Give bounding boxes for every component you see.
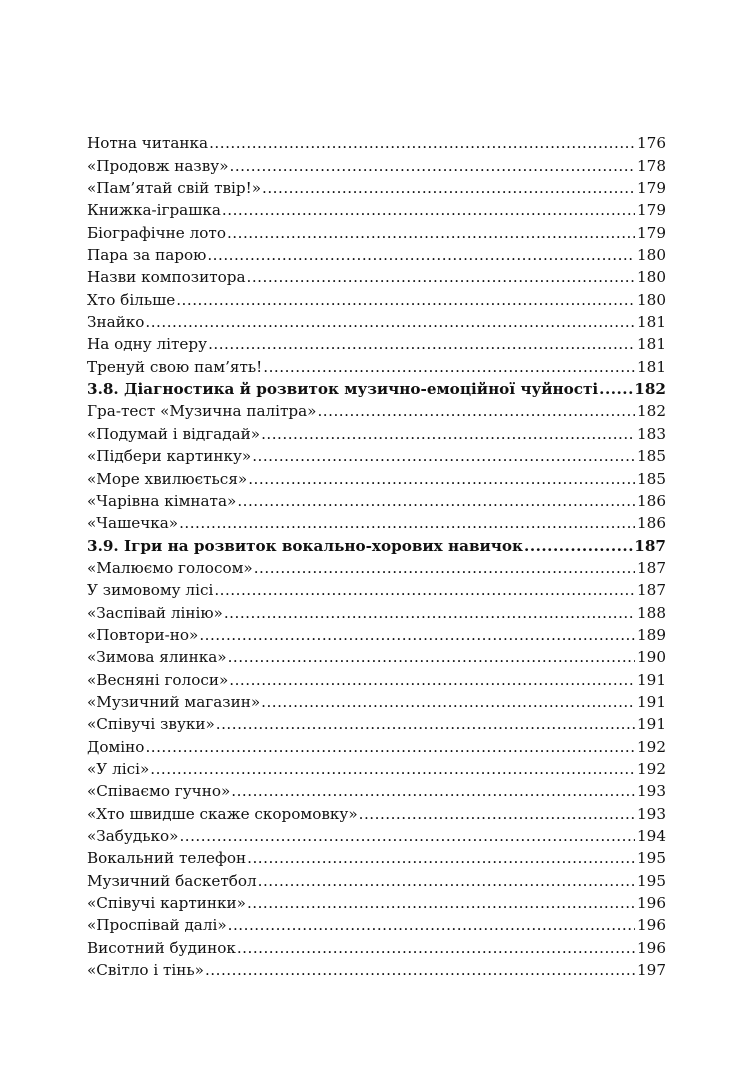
- toc-dot-leader: [359, 804, 635, 824]
- toc-entry: [87, 354, 666, 376]
- toc-page-number: 180: [637, 246, 666, 265]
- toc-dot-leader: [209, 133, 635, 153]
- toc-entry: [87, 466, 666, 488]
- toc-dot-leader: [248, 469, 635, 489]
- toc-entry: [87, 265, 666, 287]
- toc-entry: [87, 913, 666, 935]
- toc-dot-leader: [261, 424, 635, 444]
- toc-entry: [87, 757, 666, 779]
- toc-entry: [87, 444, 666, 466]
- toc-page-number: 181: [637, 335, 666, 354]
- toc-entry-title: «Музичний магазин»: [87, 692, 261, 711]
- toc-entry-title: Музичний баскетбол: [87, 871, 257, 890]
- toc-page-number: 195: [637, 871, 666, 890]
- toc-entry-title: «Подумай і відгадай»: [87, 424, 261, 443]
- toc-entry: [87, 801, 666, 823]
- toc-dot-leader: [263, 357, 635, 377]
- toc-page-number: 192: [637, 759, 666, 778]
- toc-entry: [87, 868, 666, 890]
- toc-entry-title: «Хто швидше скаже скоромовку»: [87, 804, 358, 823]
- toc-page-number: 188: [637, 603, 666, 622]
- toc-dot-leader: [237, 491, 635, 511]
- toc-entry-title: 3.8. Діагностика й розвиток музично-емоційної чуйності: [87, 380, 599, 399]
- toc-entry-title: «У лісі»: [87, 759, 150, 778]
- toc-entry-title: «Заспівай лінію»: [87, 603, 223, 622]
- toc-page-number: 193: [637, 804, 666, 823]
- toc-entry-title: «Пам’ятай свій твір!»: [87, 179, 262, 198]
- toc-page-number: 187: [637, 581, 666, 600]
- toc-entry-title: Пара за парою: [87, 246, 207, 265]
- toc-page-number: 196: [637, 894, 666, 913]
- toc-dot-leader: [216, 714, 635, 734]
- toc-page-number: 189: [637, 625, 666, 644]
- toc-entry: [87, 891, 666, 913]
- toc-entry-title: Вокальний телефон: [87, 849, 247, 868]
- toc-dot-leader: [176, 290, 635, 310]
- toc-entry-title: Нотна читанка: [87, 134, 209, 153]
- toc-page-number: 191: [637, 715, 666, 734]
- toc-page-number: 180: [637, 290, 666, 309]
- toc-dot-leader: [208, 334, 635, 354]
- toc-entry-title: Назви композитора: [87, 268, 246, 287]
- toc-section-heading: [87, 377, 666, 399]
- toc-dot-leader: [214, 580, 635, 600]
- toc-entry: [87, 779, 666, 801]
- toc-entry-title: «Весняні голоси»: [87, 670, 229, 689]
- toc-entry: [87, 198, 666, 220]
- toc-page-number: 183: [637, 424, 666, 443]
- toc-dot-leader: [150, 759, 635, 779]
- toc-entry-title: Біографічне лото: [87, 223, 226, 242]
- toc-dot-leader: [227, 223, 635, 243]
- toc-entry: [87, 421, 666, 443]
- toc-dot-leader: [145, 312, 635, 332]
- toc-entry: [87, 220, 666, 242]
- toc-page-number: 178: [637, 156, 666, 175]
- toc-entry-title: «Співаємо гучно»: [87, 782, 231, 801]
- toc-page-number: 192: [637, 737, 666, 756]
- toc-dot-leader: [317, 401, 635, 421]
- toc-dot-leader: [199, 625, 635, 645]
- toc-entry: [87, 690, 666, 712]
- toc-page-number: 186: [637, 491, 666, 510]
- toc-entry: [87, 511, 666, 533]
- toc-entry-title: Доміно: [87, 737, 145, 756]
- toc-entry: [87, 712, 666, 734]
- toc-entry: [87, 243, 666, 265]
- toc-entry: [87, 310, 666, 332]
- toc-page-number: 186: [637, 514, 666, 533]
- toc-entry: [87, 846, 666, 868]
- toc-page-number: 196: [637, 938, 666, 957]
- toc-page-number: 187: [637, 558, 666, 577]
- toc-entry: [87, 734, 666, 756]
- toc-entry-title: «Забудько»: [87, 827, 179, 845]
- toc-page-number: 179: [637, 201, 666, 220]
- toc-entry-title: «Малюємо голосом»: [87, 558, 253, 577]
- toc-page-number: 181: [637, 357, 666, 376]
- toc-page-number: 185: [637, 469, 666, 488]
- toc-dot-leader: [247, 267, 635, 287]
- toc-entry-title: «Зимова ялинка»: [87, 648, 227, 667]
- toc-entry-title: «Продовж назву»: [87, 156, 229, 175]
- toc-dot-leader: [254, 558, 635, 578]
- toc-entry-title: «Співучі звуки»: [87, 715, 215, 734]
- toc-entry: [87, 935, 666, 957]
- toc-entry: [87, 578, 666, 600]
- toc-page-number: 180: [637, 268, 666, 287]
- toc-dot-leader: [224, 603, 635, 623]
- toc-entry-title: «Море хвилюється»: [87, 469, 248, 488]
- toc-page-number: 196: [637, 916, 666, 935]
- toc-entry-title: Книжка-іграшка: [87, 201, 221, 220]
- toc-page-number: 182: [634, 380, 666, 399]
- toc-page-number: 176: [637, 134, 666, 153]
- toc-page-number: 185: [637, 447, 666, 466]
- toc-dot-leader: [207, 245, 635, 265]
- toc-entry-title: Гра-тест «Музична палітра»: [87, 402, 317, 421]
- toc-entry: [87, 824, 666, 846]
- toc-dot-leader: [252, 446, 635, 466]
- toc-entry-title: Тренуй свою пам’ять!: [87, 357, 263, 376]
- toc-page-number: 181: [637, 313, 666, 332]
- toc-page-number: 190: [637, 648, 666, 667]
- toc-entry-title: Хто більше: [87, 290, 176, 309]
- toc-entry: [87, 556, 666, 578]
- toc-page-number: 197: [637, 961, 666, 980]
- toc-dot-leader: [231, 781, 635, 801]
- toc-entry-title: «Проспівай далі»: [87, 916, 227, 935]
- toc-entry: [87, 287, 666, 309]
- toc-dot-leader: [145, 737, 635, 757]
- toc-dot-leader: [179, 513, 635, 533]
- toc-section-heading: [87, 533, 666, 555]
- toc-dot-leader: [222, 200, 635, 220]
- toc-entry: [87, 958, 666, 980]
- toc-entry-title: Висотний будинок: [87, 938, 236, 957]
- toc-entry: [87, 131, 666, 153]
- toc-page-number: 194: [637, 827, 666, 845]
- toc-entry: [87, 153, 666, 175]
- toc-page-number: 191: [637, 670, 666, 689]
- toc-entry-title: «Співучі картинки»: [87, 894, 246, 913]
- toc-dot-leader: [229, 670, 635, 690]
- toc-entry: [87, 176, 666, 198]
- toc-dot-leader: [228, 915, 635, 935]
- toc-page-number: 179: [637, 223, 666, 242]
- toc-dot-leader: [179, 826, 635, 846]
- toc-dot-leader: [237, 938, 635, 958]
- toc-dot-leader: [262, 178, 635, 198]
- toc-entry: [87, 667, 666, 689]
- toc-entry: [87, 645, 666, 667]
- toc-dot-leader: [261, 692, 635, 712]
- toc-page-number: 195: [637, 849, 666, 868]
- toc-entry-title: У зимовому лісі: [87, 581, 214, 600]
- toc-dot-leader: [524, 536, 633, 556]
- toc-dot-leader: [205, 960, 635, 980]
- toc-dot-leader: [247, 893, 635, 913]
- toc-entry: [87, 332, 666, 354]
- toc-dot-leader: [258, 871, 635, 891]
- table-of-contents: [87, 131, 666, 980]
- toc-entry-title: Знайко: [87, 313, 145, 332]
- toc-page-number: 191: [637, 692, 666, 711]
- toc-entry-title: «Світло і тінь»: [87, 961, 204, 980]
- toc-dot-leader: [599, 379, 633, 399]
- toc-entry-title: На одну літеру: [87, 335, 208, 354]
- toc-page-number: 193: [637, 782, 666, 801]
- toc-dot-leader: [230, 156, 636, 176]
- toc-entry: [87, 489, 666, 511]
- toc-dot-leader: [228, 647, 635, 667]
- toc-dot-leader: [247, 848, 635, 868]
- toc-entry: [87, 399, 666, 421]
- toc-entry: [87, 600, 666, 622]
- toc-entry-title: 3.9. Ігри на розвиток вокально-хорових навичок: [87, 536, 524, 555]
- toc-entry-title: «Чарівна кімната»: [87, 491, 237, 510]
- toc-entry-title: «Підбери картинку»: [87, 447, 252, 466]
- toc-entry: [87, 623, 666, 645]
- toc-page-number: 187: [634, 536, 666, 555]
- toc-page-number: 179: [637, 179, 666, 198]
- toc-entry-title: «Чашечка»: [87, 514, 179, 533]
- toc-page-number: 182: [637, 402, 666, 421]
- toc-entry-title: «Повтори-но»: [87, 625, 199, 644]
